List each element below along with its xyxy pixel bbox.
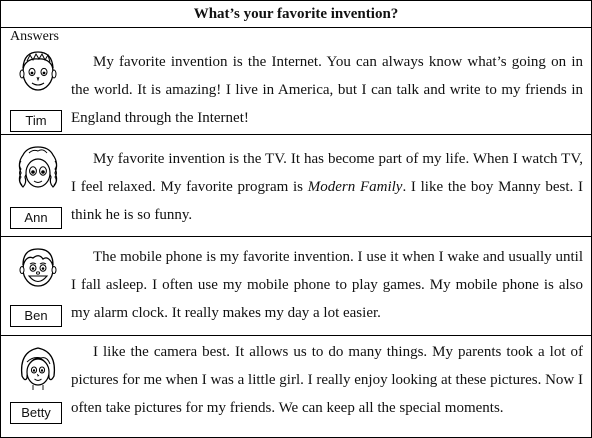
answer-row-tim: [1, 28, 591, 135]
girl-curly-hair-icon: [15, 143, 61, 197]
answers-label: Answers: [10, 29, 59, 44]
table-title: What’s your favorite invention?: [1, 1, 591, 28]
answer-text-ben: The mobile phone is my favorite invention. I use it when I wake and usually until I fall asleep. I often use my mobile phone to play games. My mobile phone is also my alarm clock. It really makes my day a lot easier.: [71, 249, 583, 321]
answer-text-betty: I like the camera best. It allows us to do many things. My parents took a lot of pictures for me when I was a little girl. I really enjoy looking at these pictures. Now I often take pictures for my friends. We can keep all the special moments.: [71, 344, 583, 416]
name-label-tim: Tim: [10, 110, 62, 132]
answer-text-ann: My favorite invention is the TV. It has become part of my life. When I watch TV, I feel relaxed. My favorite program is Modern Family. I like the boy Manny best. I think he is so funny.: [71, 151, 583, 223]
boy-face-icon: [15, 44, 61, 98]
girl-bob-hair-icon: [15, 342, 61, 396]
boy-smiling-face-icon: [15, 243, 61, 297]
program-title: Modern Family: [307, 179, 403, 195]
answer-row-ben: [1, 237, 591, 336]
name-label-ben: Ben: [10, 305, 62, 327]
name-label-ann: Ann: [10, 207, 62, 229]
name-label-betty: Betty: [10, 402, 62, 424]
answer-row-ann: [1, 135, 591, 237]
answer-row-betty: [1, 336, 591, 437]
answer-text-tim: My favorite invention is the Internet. You can always know what’s going on in the world. It is amazing! I live in America, but I can talk and write to my friends in England through the Internet!: [71, 54, 583, 126]
